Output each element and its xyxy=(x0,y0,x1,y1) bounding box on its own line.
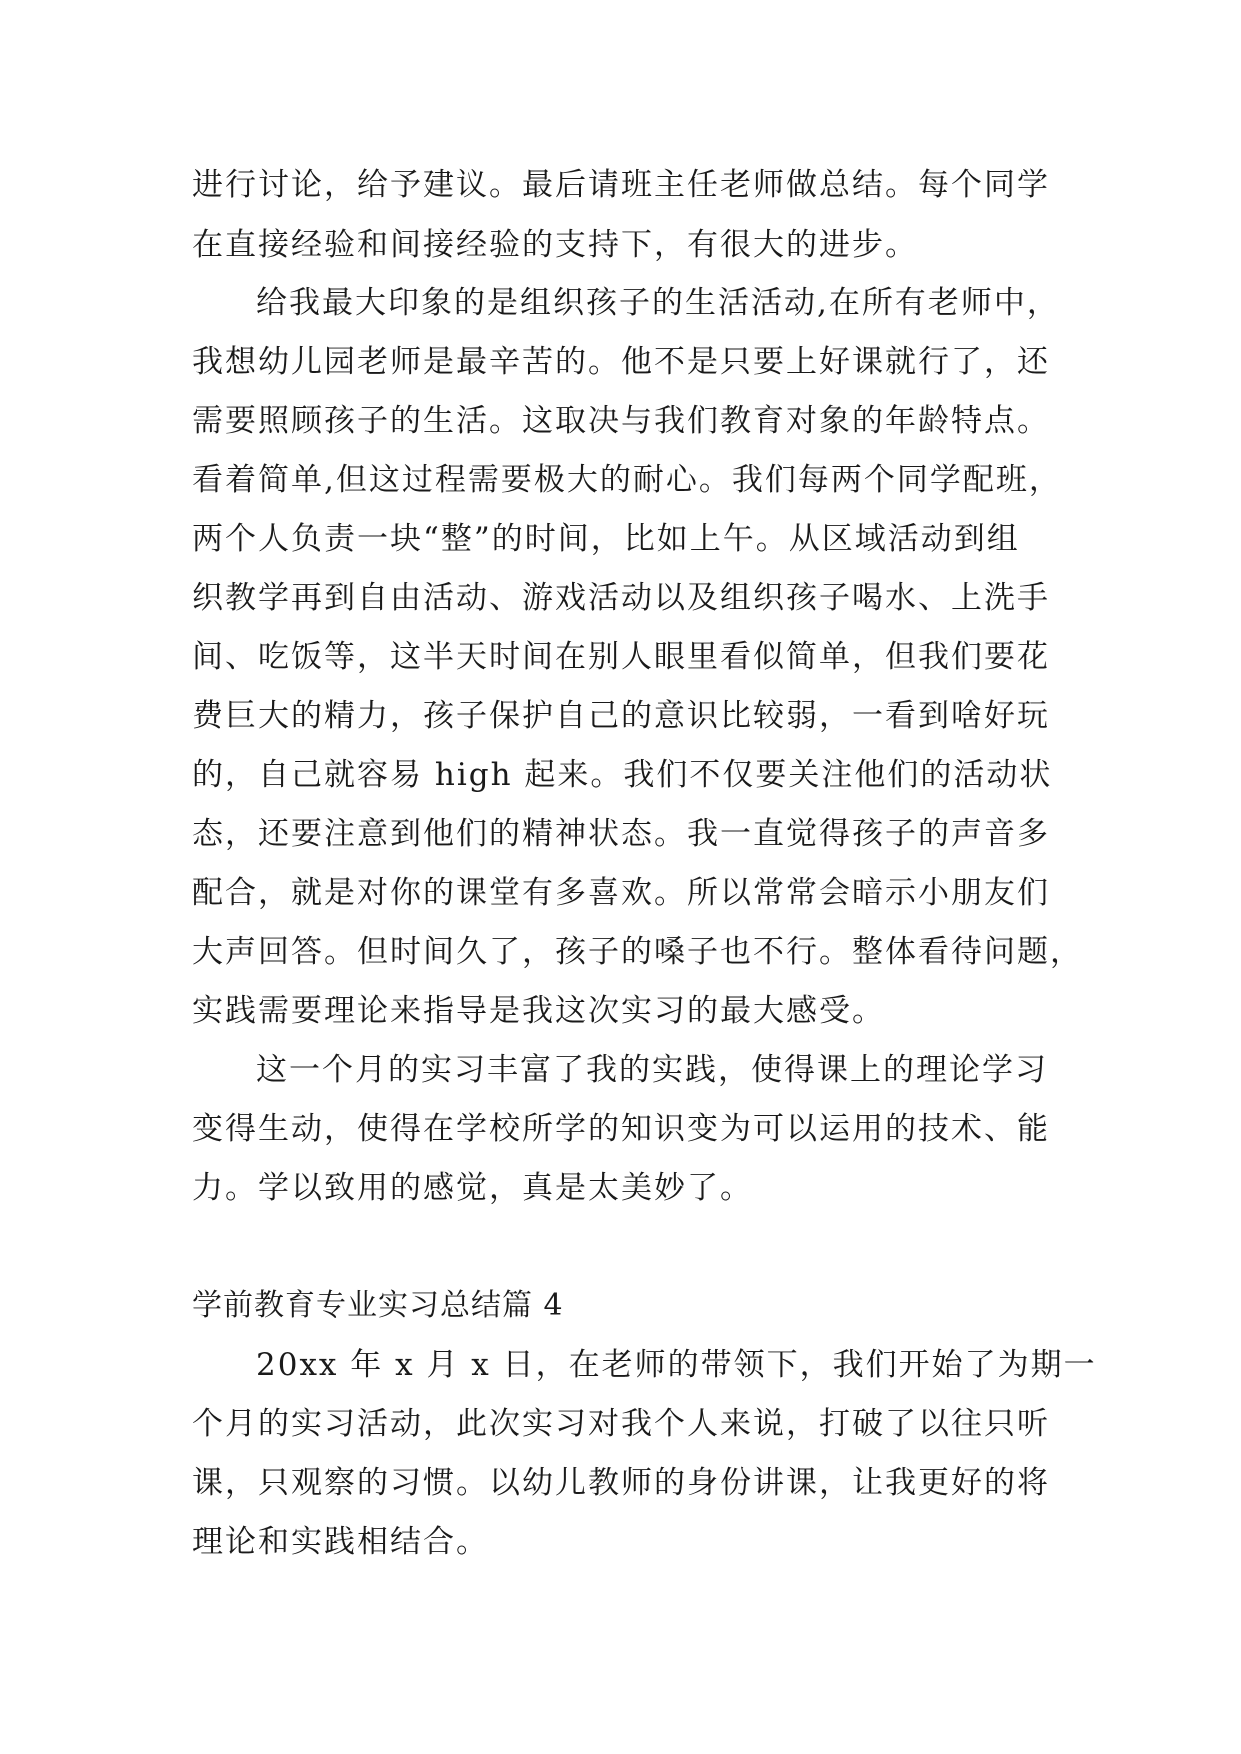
paragraph-line: 的，自己就容易 high 起来。我们不仅要关注他们的活动状 xyxy=(192,757,1053,793)
paragraph-line: 需要照顾孩子的生活。这取决与我们教育对象的年龄特点。 xyxy=(192,403,1050,439)
paragraph-line: 配合，就是对你的课堂有多喜欢。所以常常会暗示小朋友们 xyxy=(192,875,1050,911)
paragraph-line: 在直接经验和间接经验的支持下，有很大的进步。 xyxy=(192,227,918,263)
paragraph-line: 大声回答。但时间久了，孩子的嗓子也不行。整体看待问题， xyxy=(192,934,1083,970)
paragraph-line: 态，还要注意到他们的精神状态。我一直觉得孩子的声音多 xyxy=(192,816,1050,852)
paragraph-line: 我想幼儿园老师是最辛苦的。他不是只要上好课就行了，还 xyxy=(192,344,1050,380)
paragraph-line: 给我最大印象的是组织孩子的生活活动,在所有老师中， xyxy=(256,285,1060,321)
paragraph-line: 间、吃饭等，这半天时间在别人眼里看似简单，但我们要花 xyxy=(192,639,1050,675)
paragraph-line: 20xx 年 x 月 x 日，在老师的带领下，我们开始了为期一 xyxy=(256,1347,1097,1383)
paragraph-line: 织教学再到自由活动、游戏活动以及组织孩子喝水、上洗手 xyxy=(192,580,1050,616)
paragraph-line: 费巨大的精力，孩子保护自己的意识比较弱，一看到啥好玩 xyxy=(192,698,1050,734)
paragraph-line: 这一个月的实习丰富了我的实践，使得课上的理论学习 xyxy=(256,1052,1048,1088)
paragraph-line: 进行讨论，给予建议。最后请班主任老师做总结。每个同学 xyxy=(192,167,1050,203)
paragraph-line: 个月的实习活动，此次实习对我个人来说，打破了以往只听 xyxy=(192,1406,1050,1442)
paragraph-line: 两个人负责一块“整”的时间，比如上午。从区域活动到组 xyxy=(192,521,1020,557)
paragraph-line: 理论和实践相结合。 xyxy=(192,1524,489,1560)
paragraph-line: 实践需要理论来指导是我这次实习的最大感受。 xyxy=(192,993,885,1029)
paragraph-line: 看着简单,但这过程需要极大的耐心。我们每两个同学配班， xyxy=(192,462,1062,498)
paragraph-line: 力。学以致用的感觉，真是太美妙了。 xyxy=(192,1170,753,1206)
paragraph-line: 变得生动，使得在学校所学的知识变为可以运用的技术、能 xyxy=(192,1111,1050,1147)
section-heading: 学前教育专业实习总结篇 4 xyxy=(192,1288,564,1323)
paragraph-line: 课，只观察的习惯。以幼儿教师的身份讲课，让我更好的将 xyxy=(192,1465,1050,1501)
